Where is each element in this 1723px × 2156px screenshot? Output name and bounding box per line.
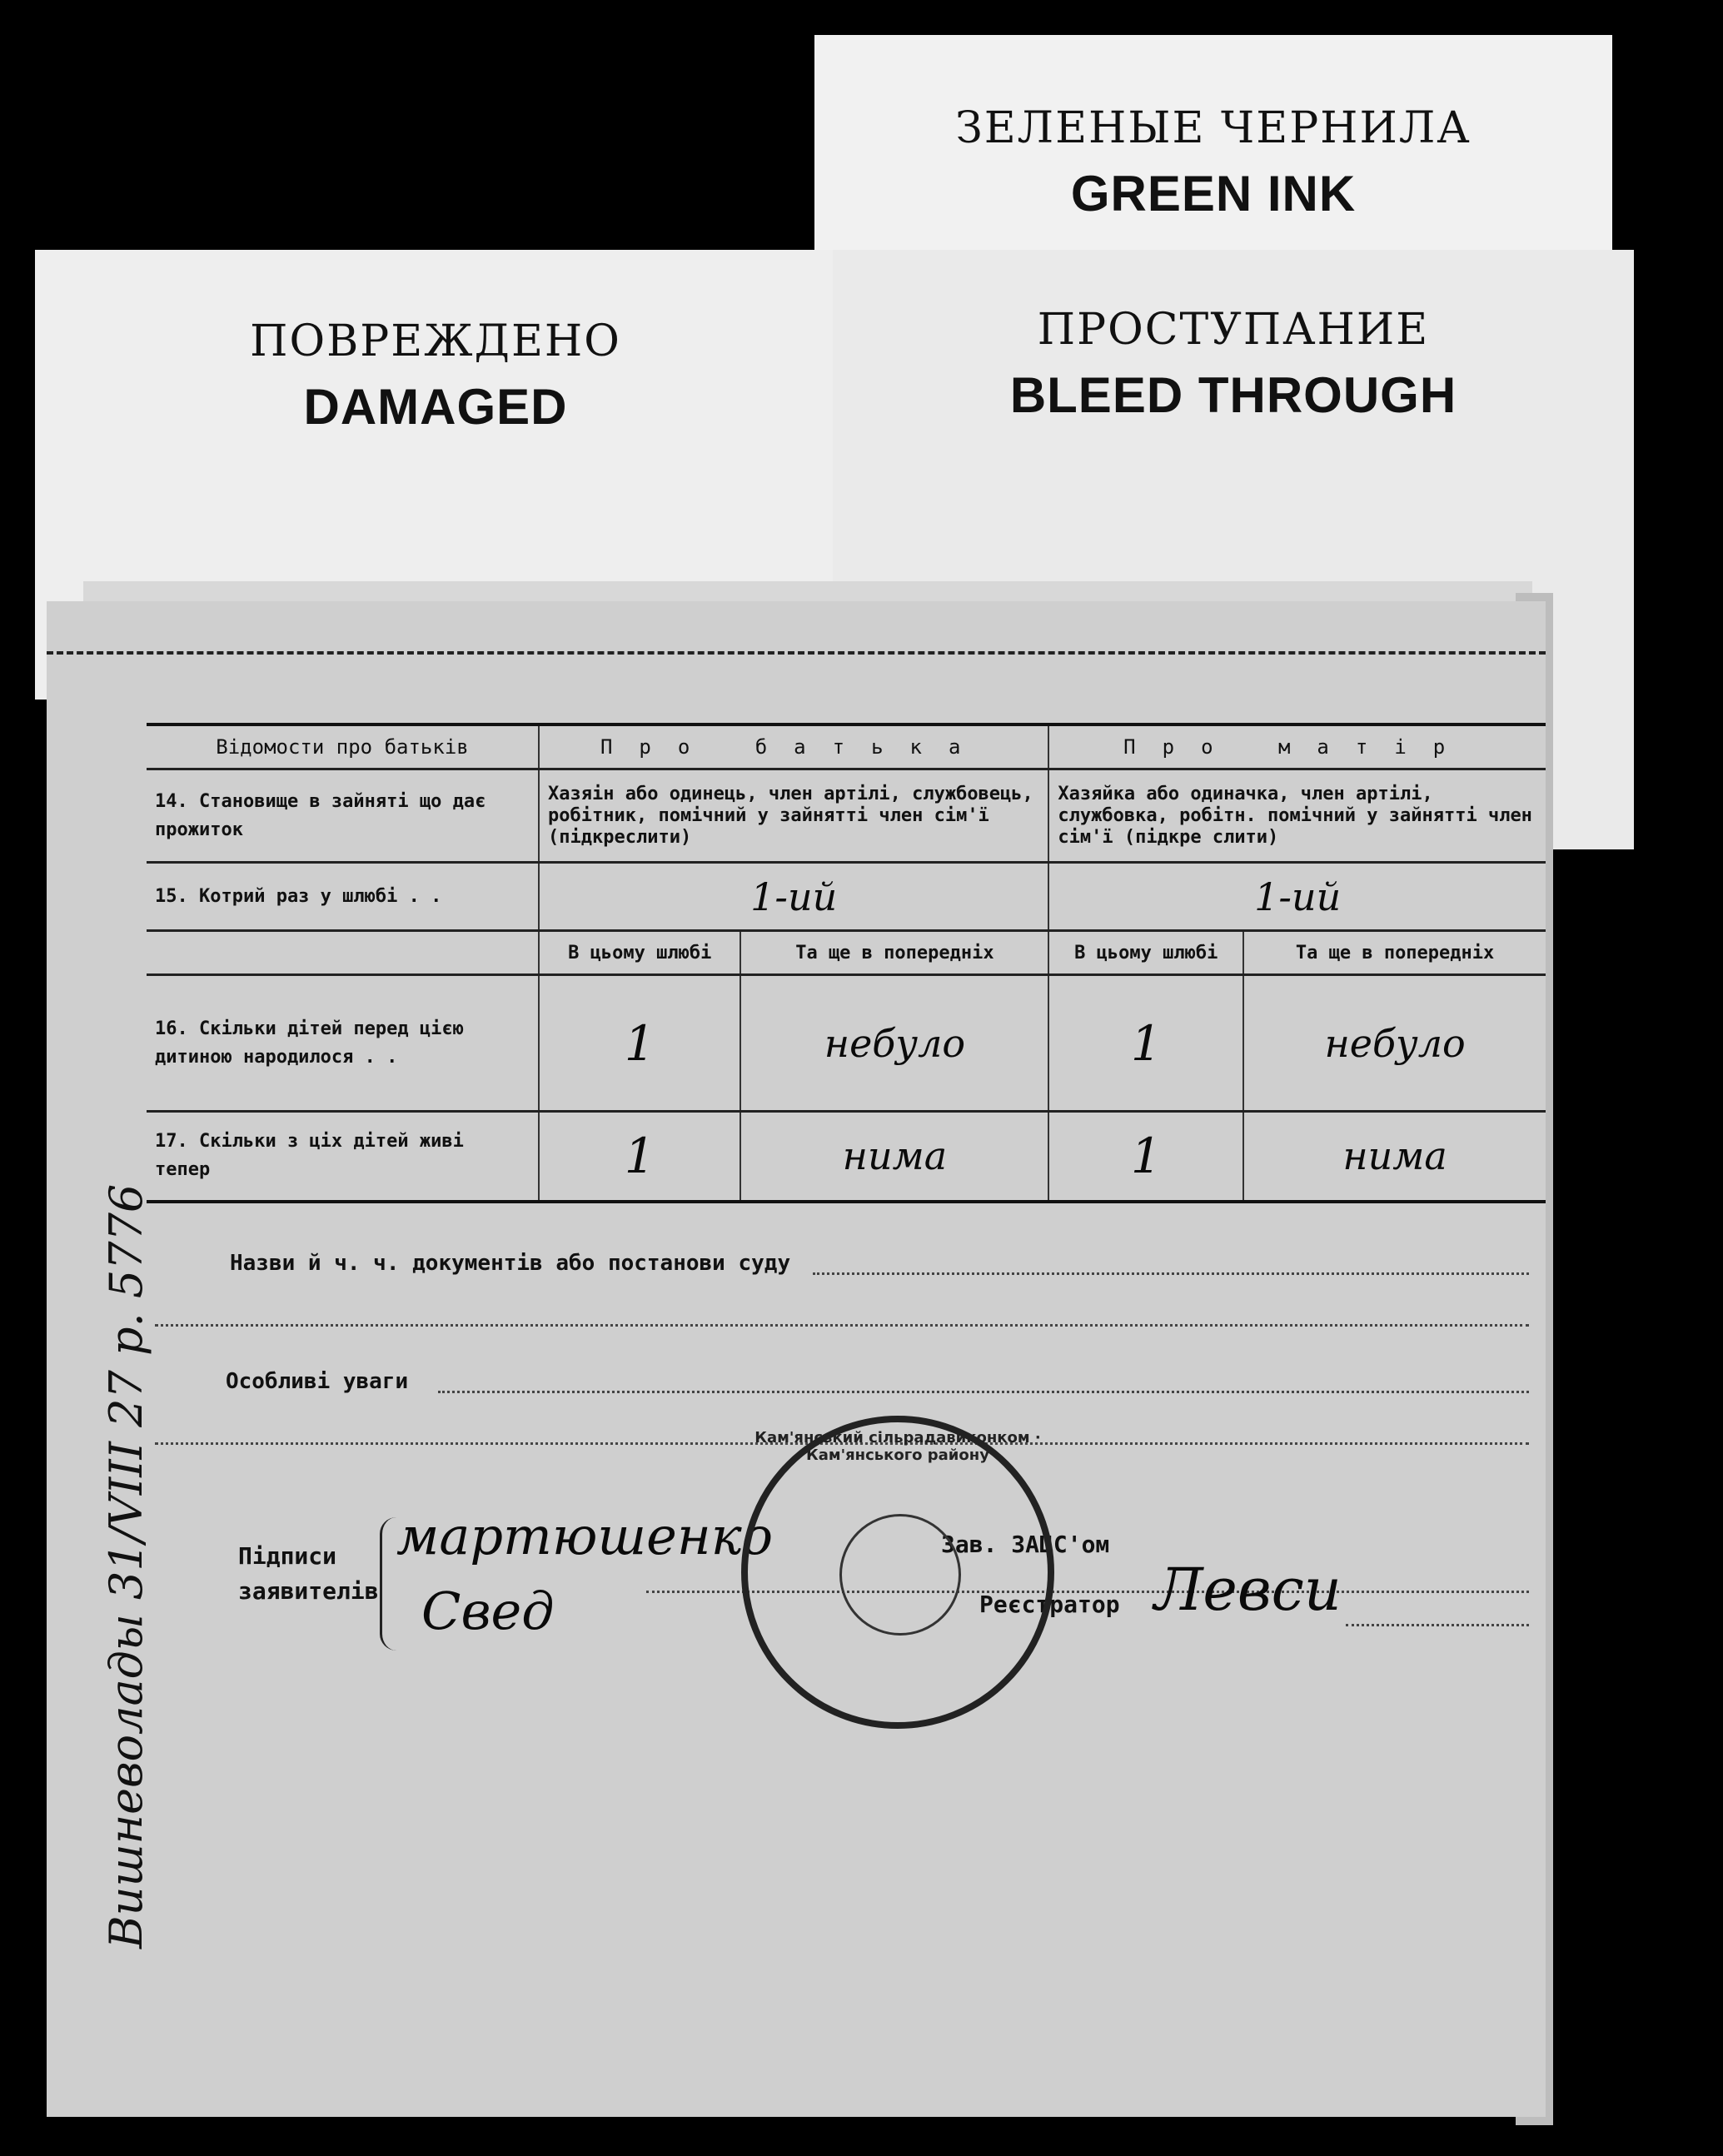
subheader-mother-this: В цьому шлюбі [1048, 931, 1243, 975]
document-sheet [47, 601, 1546, 2117]
label-en: BLEED THROUGH [1009, 367, 1457, 423]
q16-father-prev: небуло [740, 975, 1048, 1112]
q17-father-prev: нима [740, 1112, 1048, 1202]
applicant-signature-2: Свед [421, 1581, 555, 1641]
label-en: GREEN INK [1070, 166, 1357, 222]
question-14: 14. Становище в зайняті що дає прожиток [147, 769, 539, 863]
registrar-label: Реєстратор [979, 1591, 1120, 1618]
label-ru: ПРОСТУПАНИЕ [1037, 305, 1430, 355]
parents-info-table [147, 723, 1546, 1203]
father-occupation: Хазяін або одинець, член артілі, службовець, робітник, помічний у зайнятті член сім'ї (підкреслити) [539, 769, 1048, 863]
subheader-father-this: В цьому шлюбі [539, 931, 740, 975]
question-16: 16. Скільки дітей перед цією дитиною народилося . . [147, 975, 539, 1112]
q17-mother-prev: нима [1243, 1112, 1546, 1202]
documents-dotted-line-2 [155, 1324, 1529, 1327]
official-seal [741, 1416, 1054, 1729]
applicant-signature-1: мартюшенко [396, 1506, 774, 1566]
registrar-signature: Левси [1154, 1556, 1342, 1624]
documents-label: Назви й ч. ч. документів або постанови суду [230, 1251, 791, 1276]
perforation-line [47, 651, 1546, 655]
subheader-blank [147, 931, 539, 975]
header-col1: Відомости про батьків [147, 724, 539, 769]
registrar-dotted-line [1346, 1624, 1529, 1626]
label-ru: ПОВРЕЖДЕНО [250, 316, 621, 366]
header-mother: Про матір [1048, 724, 1546, 769]
subheader-mother-prev: Та ще в попередніх [1243, 931, 1546, 975]
question-15: 15. Котрий раз у шлюбі . . [147, 863, 539, 931]
seal-emblem [839, 1514, 961, 1636]
q16-mother-prev: небуло [1243, 975, 1546, 1112]
table-row-q14 [147, 769, 1546, 863]
notes-dotted-line [438, 1391, 1529, 1393]
label-en: DAMAGED [303, 379, 568, 435]
table-subheader-row [147, 931, 1546, 975]
table-row-q17 [147, 1112, 1546, 1202]
notes-label: Особливі уваги [226, 1369, 409, 1394]
header-father: Про батька [539, 724, 1048, 769]
mother-occupation: Хазяйка або одиначка, член артілі, службовка, робітн. помічний у зайнятті член сім'ї (підкре слити) [1048, 769, 1546, 863]
table-row-q15 [147, 863, 1546, 931]
table-row-q16 [147, 975, 1546, 1112]
question-17: 17. Скільки з ціх дітей живі тепер [147, 1112, 539, 1202]
table-header-row [147, 724, 1546, 769]
q16-mother-this: 1 [1048, 975, 1243, 1112]
margin-handwritten-note: Вишневолады 31/VIII 27 р. 5776 [100, 1183, 152, 1949]
q17-father-this: 1 [539, 1112, 740, 1202]
q17-mother-this: 1 [1048, 1112, 1243, 1202]
seal-text: Кам'янський сільрадавиконком · Кам'янського району [754, 1429, 1041, 1464]
subheader-father-prev: Та ще в попередніх [740, 931, 1048, 975]
head-zags-label: Зав. ЗАЦС'ом [941, 1531, 1110, 1558]
q16-father-this: 1 [539, 975, 740, 1112]
documents-dotted-line [813, 1272, 1529, 1275]
label-ru: ЗЕЛЕНЫЕ ЧЕРНИЛА [955, 103, 1472, 153]
mother-marriage-count: 1-ий [1048, 863, 1546, 931]
father-marriage-count: 1-ий [539, 863, 1048, 931]
applicants-signature-label: Підписи заявителів [238, 1542, 379, 1605]
